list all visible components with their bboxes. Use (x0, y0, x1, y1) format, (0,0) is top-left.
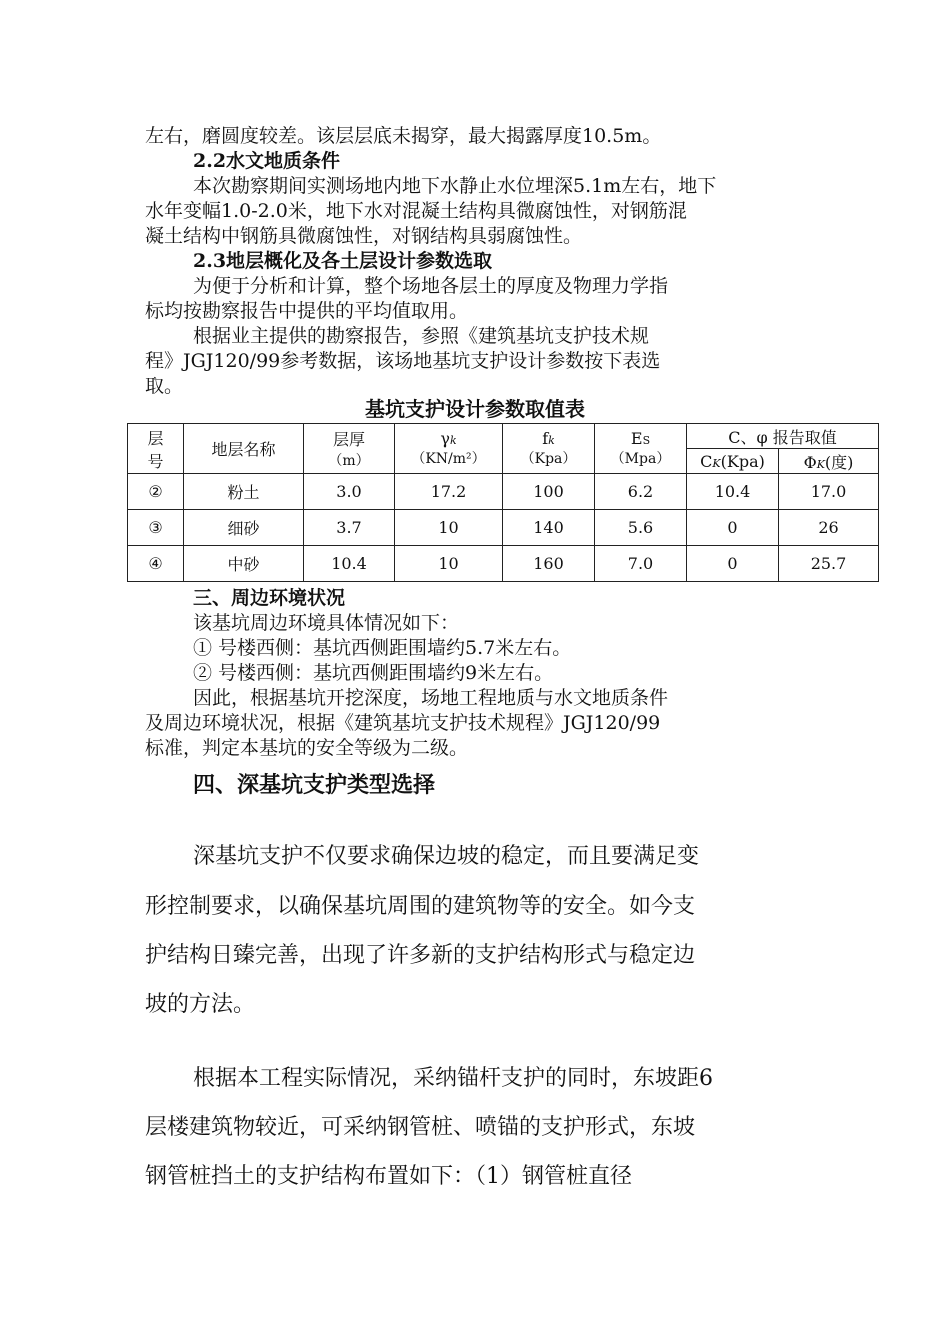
paragraph-line: 根据业主提供的勘察报告，参照《建筑基坑支护技术规 (193, 325, 650, 347)
paragraph-line: 因此，根据基坑开挖深度，场地工程地质与水文地质条件 (193, 687, 669, 709)
paragraph-line: 该基坑周边环境具体情况如下： (193, 612, 460, 634)
section-heading: 三、周边环境状况 (193, 587, 346, 609)
paragraph-line: 标均按勘察报告中提供的平均值取用。 (145, 300, 469, 322)
paragraph-line: 程》JGJ120/99参考数据，该场地基坑支护设计参数按下表选 (145, 350, 661, 372)
paragraph-line: 水年变幅1.0-2.0米，地下水对混凝土结构具微腐蚀性，对钢筋混 (145, 200, 687, 222)
header-thickness: 层厚 （m） (304, 424, 395, 474)
header-c-phi: C、φ 报告取值 (687, 424, 879, 449)
table-row: ③ 细砂 3.7 10 140 5.6 0 26 (128, 510, 879, 546)
paragraph-line: 深基坑支护不仅要求确保边坡的稳定，而且要满足变 (193, 844, 700, 869)
paragraph-line: ① 号楼西侧：基坑西侧距围墙约5.7米左右。 (193, 637, 572, 659)
paragraph-line: ② 号楼西侧：基坑西侧距围墙约9米左右。 (193, 662, 554, 684)
paragraph-line: 左右，磨圆度较差。该层层底未揭穿，最大揭露厚度10.5m。 (145, 125, 662, 147)
table-header-row (128, 424, 879, 449)
section-heading: 四、深基坑支护类型选择 (193, 772, 436, 798)
paragraph-line: 标准，判定本基坑的安全等级为二级。 (145, 737, 469, 759)
section-heading: 2.3地层概化及各土层设计参数选取 (193, 250, 493, 272)
paragraph-line: 层楼建筑物较近，可采纳钢管桩、喷锚的支护形式，东坡 (145, 1115, 696, 1140)
header-layer-name: 地层名称 (184, 424, 304, 474)
paragraph-line: 本次勘察期间实测场地内地下水静止水位埋深5.1m左右，地下 (193, 175, 717, 197)
paragraph-line: 护结构日臻完善，出现了许多新的支护结构形式与稳定边 (145, 943, 696, 968)
table-caption: 基坑支护设计参数取值表 (365, 397, 585, 421)
paragraph-line: 及周边环境状况，根据《建筑基坑支护技术规程》JGJ120/99 (145, 712, 661, 734)
paragraph-line: 取。 (145, 375, 184, 397)
parameter-table (127, 423, 879, 582)
header-layer-no: 层 号 (128, 424, 184, 474)
header-gamma: γk （KN/m²） (395, 424, 503, 474)
paragraph-line: 钢管桩挡土的支护结构布置如下：（1）钢管桩直径 (145, 1164, 632, 1189)
paragraph-line: 形控制要求，以确保基坑周围的建筑物等的安全。如今支 (145, 894, 696, 919)
table-row: ② 粉土 3.0 17.2 100 6.2 10.4 17.0 (128, 474, 879, 510)
header-es: ES （Mpa） (595, 424, 687, 474)
paragraph-line: 凝土结构中钢筋具微腐蚀性，对钢结构具弱腐蚀性。 (145, 225, 583, 247)
section-heading: 2.2水文地质条件 (193, 150, 341, 172)
header-fk: fk （Kpa） (503, 424, 595, 474)
table-row: ④ 中砂 10.4 10 160 7.0 0 25.7 (128, 546, 879, 582)
paragraph-line: 坡的方法。 (145, 992, 256, 1017)
header-phik: ΦK(度) (779, 449, 879, 474)
paragraph-line: 根据本工程实际情况，采纳锚杆支护的同时，东坡距6 (193, 1066, 713, 1091)
paragraph-line: 为便于分析和计算，整个场地各层土的厚度及物理力学指 (193, 275, 669, 297)
header-ck: CK(Kpa) (687, 449, 779, 474)
